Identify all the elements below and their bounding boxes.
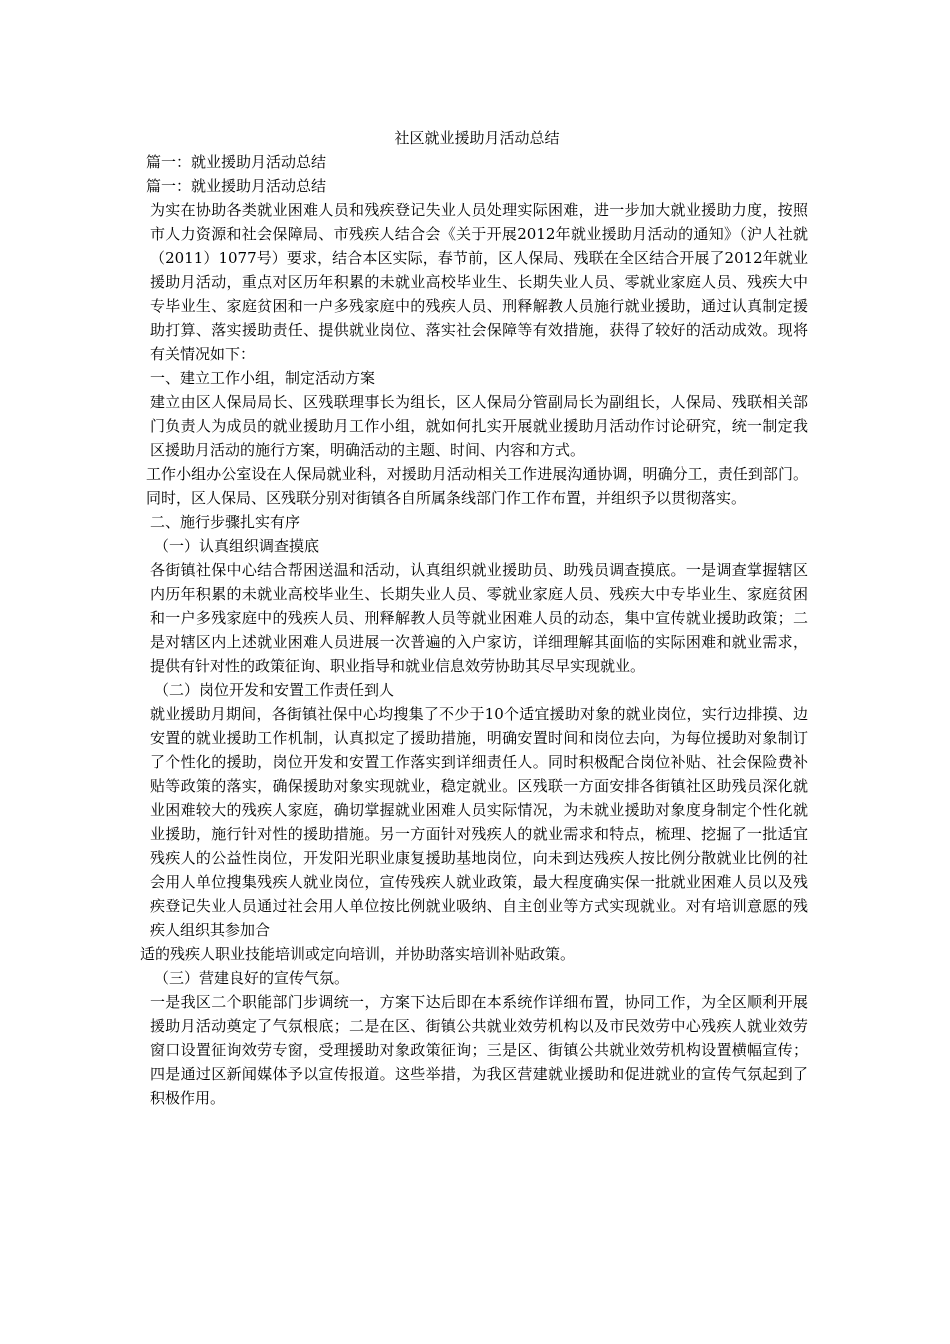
- paragraph: 各街镇社保中心结合帮困送温和活动，认真组织就业援助员、助残员调查摸底。一是调查掌握辖区内历年积累的未就业高校毕业生、长期失业人员、零就业家庭人员、残疾大中专毕业生、家庭贫困和一户多残家庭中的残疾人员、刑释解教人员等就业困难人员的动态，集中宣传就业援助政策；二是对辖区内上述就业困难人员进展一次普遍的入户家访，详细理解其面临的实际困难和就业需求，提供有针对性的政策征询、职业指导和就业信息效劳协助其尽早实现就业。: [150, 561, 808, 675]
- paragraph: 就业援助月期间，各街镇社保中心均搜集了不少于10个适宜援助对象的就业岗位，实行边排摸、边安置的就业援助工作机制，认真拟定了援助措施，明确安置时间和岗位去向，为每位援助对象制订了个性化的援助，岗位开发和安置工作落实到详细责任人。同时积极配合岗位补贴、社会保险费补贴等政策的落实，确保援助对象实现就业，稳定就业。区残联一方面安排各街镇社区助残员深化就业困难较大的残疾人家庭，确切掌握就业困难人员实际情况，为未就业援助对象度身制定个性化就业援助，施行针对性的援助措施。另一方面针对残疾人的就业需求和特点，梳理、挖掘了一批适宜残疾人的公益性岗位，开发阳光职业康复援助基地岗位，向未到达残疾人按比例分散就业比例的社会用人单位搜集残疾人就业岗位，宣传残疾人就业政策，最大程度确实保一批就业困难人员以及残疾登记失业人员通过社会用人单位按比例就业吸纳、自主创业等方式实现就业。对有培训意愿的残疾人组织其参加合: [150, 705, 808, 939]
- paragraph-intro: 为实在协助各类就业困难人员和残疾登记失业人员处理实际困难，进一步加大就业援助力度，按照市人力资源和社会保障局、市残疾人结合会《关于开展2012年就业援助月活动的通知》（沪人社就（2011）1077号）要求，结合本区实际，春节前，区人保局、残联在全区结合开展了2012年就业援助月活动，重点对区历年积累的未就业高校毕业生、长期失业人员、零就业家庭人员、残疾大中专毕业生、家庭贫困和一户多残家庭中的残疾人员、刑释解教人员施行就业援助，通过认真制定援助打算、落实援助责任、提供就业岗位、落实社会保障等有效措施，获得了较好的活动成效。现将有关情况如下：: [150, 201, 808, 363]
- subsection-heading: （一）认真组织调查摸底: [154, 537, 320, 555]
- subsection-heading: （二）岗位开发和安置工作责任到人: [154, 681, 395, 699]
- paragraph: 工作小组办公室设在人保局就业科，对援助月活动相关工作进展沟通协调，明确分工，责任到部门。同时，区人保局、区残联分别对街镇各自所属条线部门作工作布置，并组织予以贯彻落实。: [146, 465, 808, 507]
- subsection-heading: （三）营建良好的宣传气氛。: [154, 969, 350, 987]
- paragraph: 建立由区人保局局长、区残联理事长为组长，区人保局分管副局长为副组长，人保局、残联相关部门负责人为成员的就业援助月工作小组，就如何扎实开展就业援助月活动作讨论研究，统一制定我区援助月活动的施行方案，明确活动的主题、时间、内容和方式。: [150, 393, 808, 459]
- paragraph-continuation: 适的残疾人职业技能培训或定向培训，并协助落实培训补贴政策。: [140, 945, 576, 963]
- subtitle-line: 篇一：就业援助月活动总结: [146, 153, 327, 171]
- document-body: [140, 126, 808, 1110]
- paragraph: 一是我区二个职能部门步调统一，方案下达后即在本系统作详细布置，协同工作，为全区顺利开展援助月活动奠定了气氛根底；二是在区、街镇公共就业效劳机构以及市民效劳中心残疾人就业效劳窗口设置征询效劳专窗，受理援助对象政策征询；三是区、街镇公共就业效劳机构设置横幅宣传；四是通过区新闻媒体予以宣传报道。这些举措，为我区营建就业援助和促进就业的宣传气氛起到了积极作用。: [150, 993, 808, 1107]
- section-heading: 二、施行步骤扎实有序: [150, 513, 301, 531]
- document-title: 社区就业援助月活动总结: [394, 129, 560, 147]
- subtitle-line: 篇一：就业援助月活动总结: [146, 177, 327, 195]
- section-heading: 一、建立工作小组，制定活动方案: [150, 369, 376, 387]
